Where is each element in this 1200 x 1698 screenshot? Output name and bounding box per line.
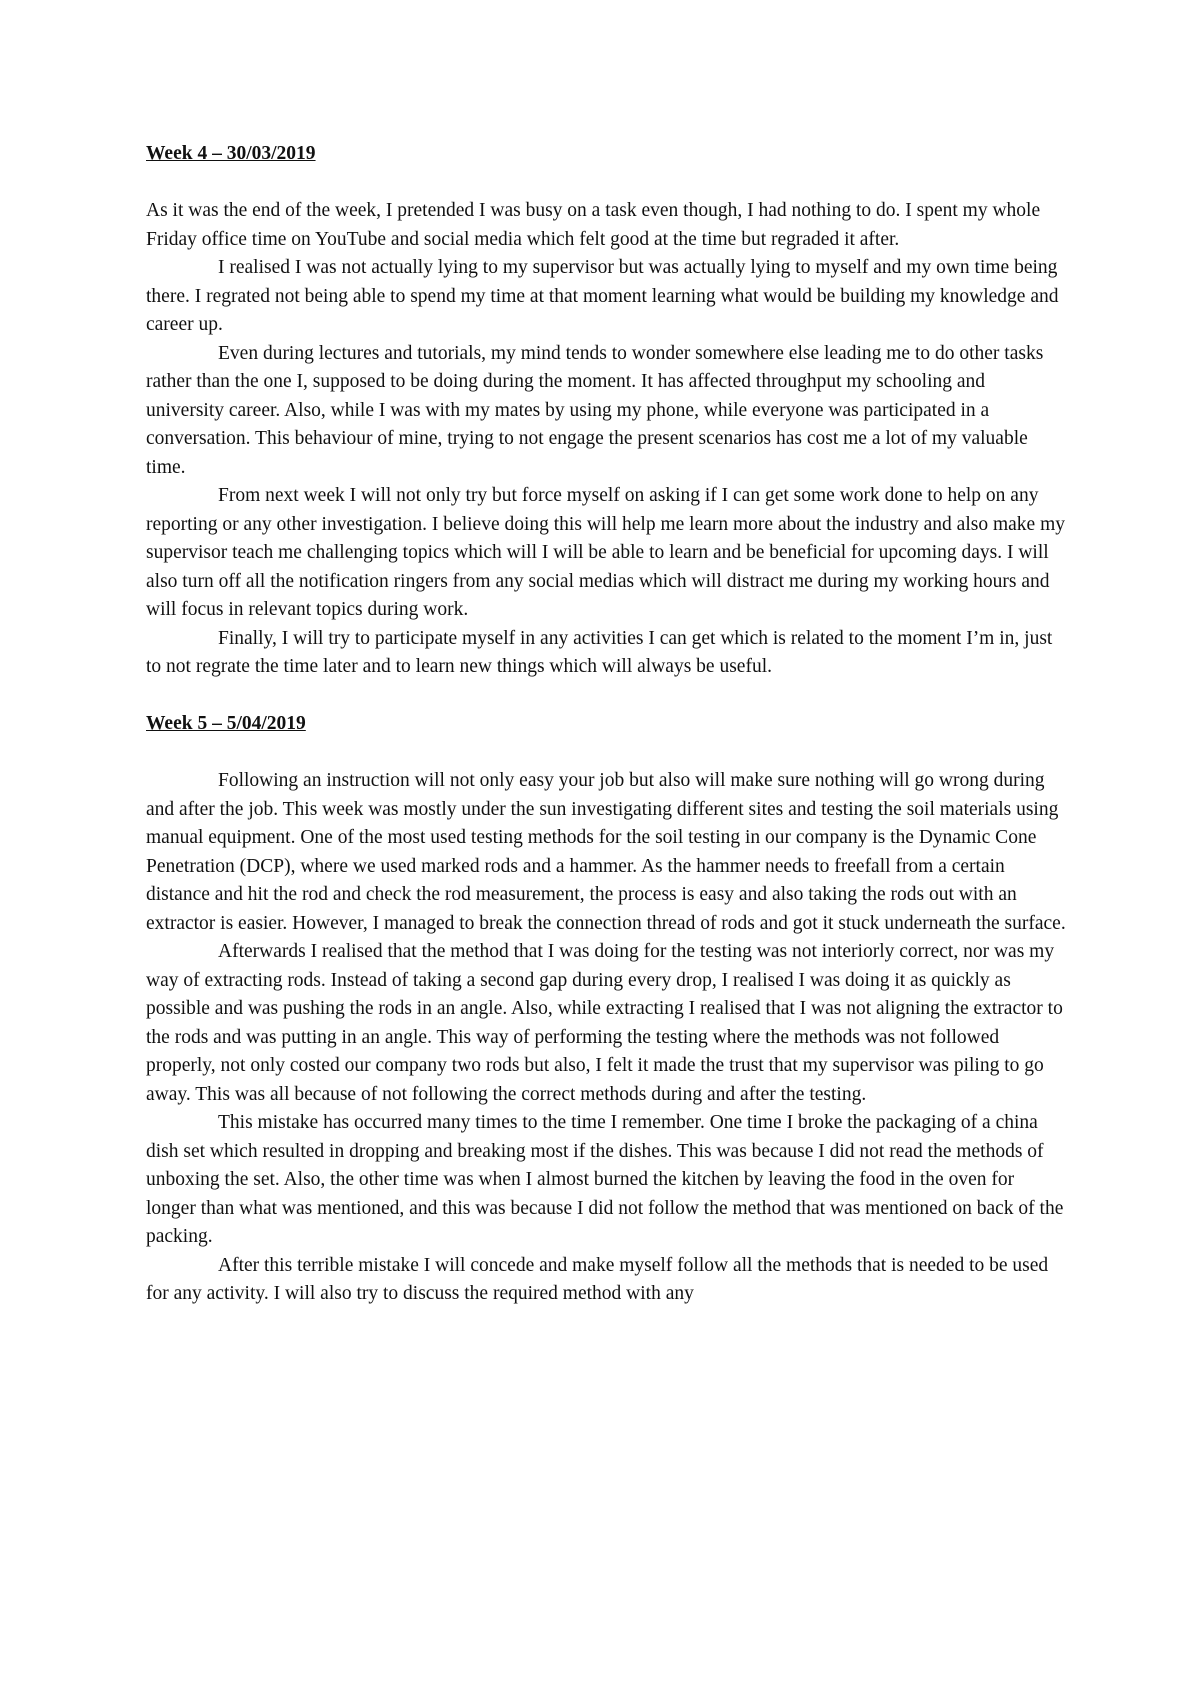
paragraph-week4-1: As it was the end of the week, I pretended I was busy on a task even though, I had nothing to do. I spent my whole Friday office time on YouTube and social media which felt good at the time but regraded it after. [146, 200, 1041, 250]
paragraph-week5-4: After this terrible mistake I will concede and make myself follow all the methods that is needed to be used for any activity. I will also try to discuss the required method with any [146, 1254, 1049, 1304]
paragraph-week4-4: From next week I will not only try but force myself on asking if I can get some work done to help on any reporting or any other investigation. I believe doing this will help me learn more about the industry and also make my supervisor teach me challenging topics which will I will be able to learn and be beneficial for upcoming days. I will also turn off all the notification ringers from any social medias which will distract me during my working hours and will focus in relevant topics during work. [146, 485, 1065, 620]
spacer [146, 739, 1066, 768]
paragraph-week4-5: Finally, I will try to participate myself in any activities I can get which is related to the moment I’m in, just to not regrate the time later and to learn new things which will always be useful. [146, 627, 1053, 677]
paragraph-week5-2: Afterwards I realised that the method that I was doing for the testing was not interiorly correct, nor was my way of extracting rods. Instead of taking a second gap during every drop, I realised I was doing it as quickly as possible and was pushing the rods in an angle. Also, while extracting I realised that I was not aligning the extractor to the rods and was putting in an angle. This way of performing the testing where the methods was not followed properly, not only costed our company two rods but also, I felt it made the trust that my supervisor was piling to go away. This was all because of not following the correct methods during and after the testing. [146, 941, 1063, 1105]
paragraph-week4-3: Even during lectures and tutorials, my mind tends to wonder somewhere else leading me to do other tasks rather than the one I, supposed to be doing during the moment. It has affected throughput my schooling and university career. Also, while I was with my mates by using my phone, while everyone was participated in a conversation. This behaviour of mine, trying to not engage the present scenarios has cost me a lot of my valuable time. [146, 342, 1044, 478]
paragraph-week5-3: This mistake has occurred many times to the time I remember. One time I broke the packaging of a china dish set which resulted in dropping and breaking most if the dishes. This was because I did not read the methods of unboxing the set. Also, the other time was when I almost burned the kitchen by leaving the food in the oven for longer than what was mentioned, and this was because I did not follow the method that was mentioned on back of the packing. [146, 1112, 1064, 1247]
paragraph-week4-2: I realised I was not actually lying to my supervisor but was actually lying to myself and my own time being there. I regrated not being able to spend my time at that moment learning what would be building my knowledge and career up. [146, 257, 1059, 335]
section-heading-week-4: Week 4 – 30/03/2019 [146, 143, 316, 164]
spacer [146, 682, 1066, 711]
paragraph-week5-1: Following an instruction will not only easy your job but also will make sure nothing will go wrong during and after the job. This week was mostly under the sun investigating different sites and testing the soil materials using manual equipment. One of the most used testing methods for the soil testing in our company is the Dynamic Cone Penetration (DCP), where we used marked rods and a hammer. As the hammer needs to freefall from a certain distance and hit the rod and check the rod measurement, the process is easy and also taking the rods out with an extractor is easier. However, I managed to break the connection thread of rods and got it stuck underneath the surface. [146, 770, 1066, 934]
document-page [146, 140, 1066, 1309]
section-heading-week-5: Week 5 – 5/04/2019 [146, 713, 306, 734]
spacer [146, 169, 1066, 198]
